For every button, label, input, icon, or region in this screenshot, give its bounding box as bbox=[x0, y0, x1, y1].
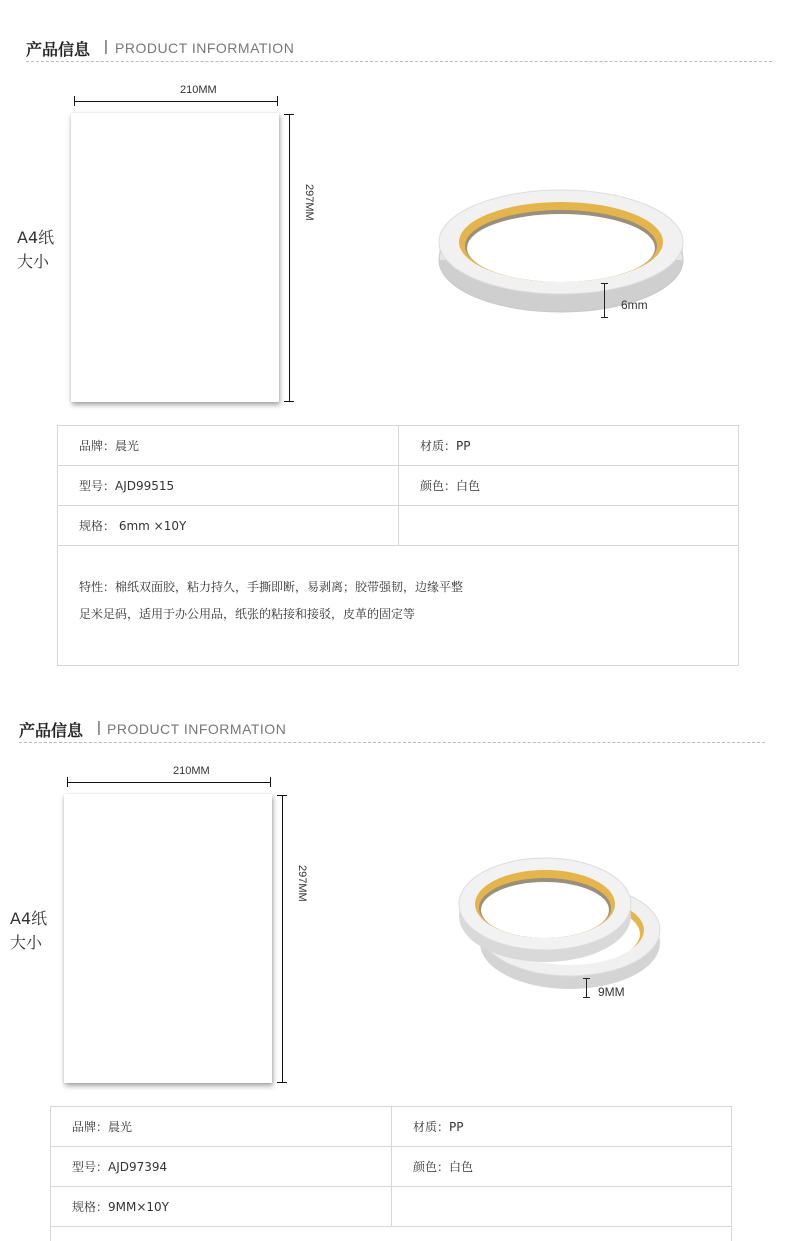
spec-brand: 品牌：晨光 bbox=[58, 426, 399, 466]
spec-empty bbox=[392, 1187, 732, 1227]
spec-brand: 品牌：晨光 bbox=[51, 1107, 392, 1147]
spec-size: 规格： 6mm ×10Y bbox=[58, 506, 399, 546]
a4-label-line-2: 大小 bbox=[10, 933, 43, 952]
a4-label-line-1: A4纸 bbox=[10, 909, 48, 928]
section-subtitle: PRODUCT INFORMATION bbox=[115, 40, 295, 56]
spec-features-empty bbox=[51, 1227, 732, 1241]
a4-paper-image bbox=[64, 794, 272, 1083]
tape-width-dimension bbox=[586, 978, 587, 998]
spec-color: 颜色：白色 bbox=[399, 466, 739, 506]
a4-label-line-1: A4纸 bbox=[17, 228, 55, 247]
spec-color: 颜色：白色 bbox=[392, 1147, 732, 1187]
spec-table bbox=[50, 1106, 732, 1241]
features-line-2: 足米足码，适用于办公用品，纸张的粘接和接驳，皮革的固定等 bbox=[79, 607, 416, 621]
spec-material: 材质：PP bbox=[392, 1107, 732, 1147]
paper-height-dimension bbox=[282, 795, 283, 1083]
a4-size-label bbox=[10, 907, 47, 955]
paper-width-label: 210MM bbox=[173, 765, 210, 777]
tape-roll-image bbox=[455, 840, 665, 1000]
title-separator: | bbox=[97, 719, 101, 736]
features-line-1: 特性：棉纸双面胶，粘力持久，手撕即断，易剥离；胶带强韧，边缘平整 bbox=[79, 580, 464, 594]
spec-model: 型号：AJD99515 bbox=[58, 466, 399, 506]
section-title: 产品信息 bbox=[19, 721, 84, 740]
spec-material: 材质：PP bbox=[399, 426, 739, 466]
spec-model: 型号：AJD97394 bbox=[51, 1147, 392, 1187]
spec-size: 规格：9MM×10Y bbox=[51, 1187, 392, 1227]
paper-height-label: 297MM bbox=[296, 865, 308, 902]
a4-label-line-2: 大小 bbox=[17, 252, 50, 271]
tape-width-label: 9MM bbox=[598, 985, 625, 999]
paper-width-label: 210MM bbox=[180, 84, 217, 96]
section-title: 产品信息 bbox=[26, 40, 91, 59]
header-divider bbox=[19, 742, 765, 743]
tape-width-label: 6mm bbox=[621, 298, 648, 312]
section-subtitle: PRODUCT INFORMATION bbox=[107, 721, 287, 737]
title-separator: | bbox=[104, 38, 108, 55]
paper-height-label: 297MM bbox=[303, 184, 315, 221]
paper-width-dimension bbox=[67, 782, 271, 783]
